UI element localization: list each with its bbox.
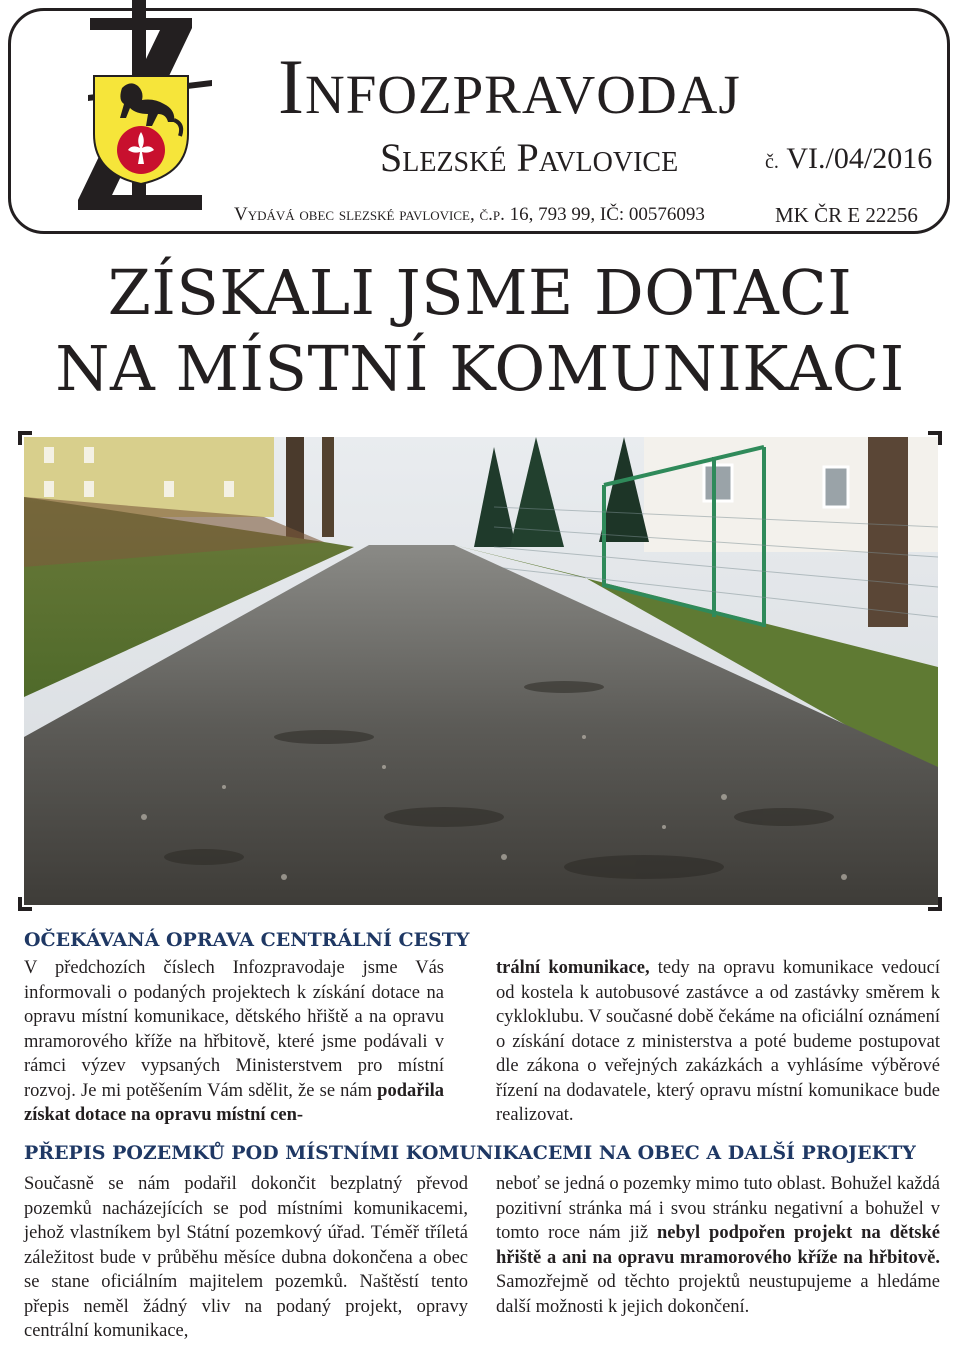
section2-right-bold: nebyl podpořen projekt na dětské hřiště a ani na opravu mramorového kříže na hřbitově. [496,1223,940,1268]
section1-left-bold: podařila získat dotace na opravu místní cen- [24,1080,444,1125]
section2-right-text-2: Samozřejmě od těchto projektů neustupujeme a hledáme další možnosti k jejich dokončení. [496,1272,940,1317]
section1-right-column [496,956,940,1128]
section1-left-text: V předchozích číslech Infozpravodaje jsme Vás informovali o podaných projektech k získání dotace na opravu místní komunikace, dětského hřiště a na opravu mramorového kříže na hřbitově, které jsme podávali v rámci výzev vypsaných Ministerstvem pro místní rozvoj. Je mi potěšením Vám sdělit, že se nám [24,958,444,1101]
section2-left-text: Současně se nám podařil dokončit bezplatný převod pozemků nacházejících se pod místními komunikacemi, jehož vlastníkem byl Státní pozemkový úřad. Téměř tříletá záležitost bude v průběhu měsíce dubna dokončena a obec se stane oficiálním majitelem pozemků. Naštěstí tento přepis neměl žádný vliv na podaný projekt, opravy centrální komunikace, [24,1174,468,1341]
coat-of-arms-icon [92,74,190,186]
issue-number [765,142,932,176]
registration-number: MK ČR E 22256 [775,203,918,227]
headline-line-2: NA MÍSTNÍ KOMUNIKACI [55,332,905,405]
issue-value: VI./04/2016 [786,142,933,175]
headline-line-1: ZÍSKALI JSME DOTACI [107,256,853,329]
section1-right-text: tedy na opravu komunikace vedoucí od kostela k autobusové zastávce a od zastávky směrem k cykloklubu. V současné době čekáme na oficiální oznámení o získání dotace z ministerstva a poté budeme postupovat dle zákona o veřejných zakázkách a vyhlásíme výběrové řízení na dodavatele, který opravu místní komunikace bude realizovat. [496,958,940,1125]
issue-prefix: č. [765,151,779,173]
publisher-line: Vydává obec slezské pavlovice, č.p. 16, 793 99, IČ: 00576093 [234,204,705,225]
photo-corner-icon [928,431,942,445]
photo-corner-icon [928,897,942,911]
road-photo-illustration [24,437,938,905]
section2-right-column [496,1172,940,1319]
town-name: Slezské Pavlovice [380,135,679,180]
section-title-land-transfer: PŘEPIS POZEMKŮ POD MÍSTNÍMI KOMUNIKACEMI NA OBEC A DALŠÍ PROJEKTY [24,1142,916,1164]
newsletter-title: Infozpravodaj [278,43,741,130]
section1-left-column [24,956,444,1128]
section-title-road-repair: OČEKÁVANÁ OPRAVA CENTRÁLNÍ CESTY [24,929,470,951]
section2-left-column [24,1172,468,1344]
photo-corner-icon [18,897,32,911]
section1-right-bold: trální komunikace, [496,958,650,978]
road-photo [24,437,938,905]
photo-corner-icon [18,431,32,445]
section2-right-text-1: neboť se jedná o pozemky mimo tuto oblast. Bohužel každá pozitivní stránka má i svou stránku negativní a bohužel v tomto roce nám již [496,1174,940,1243]
